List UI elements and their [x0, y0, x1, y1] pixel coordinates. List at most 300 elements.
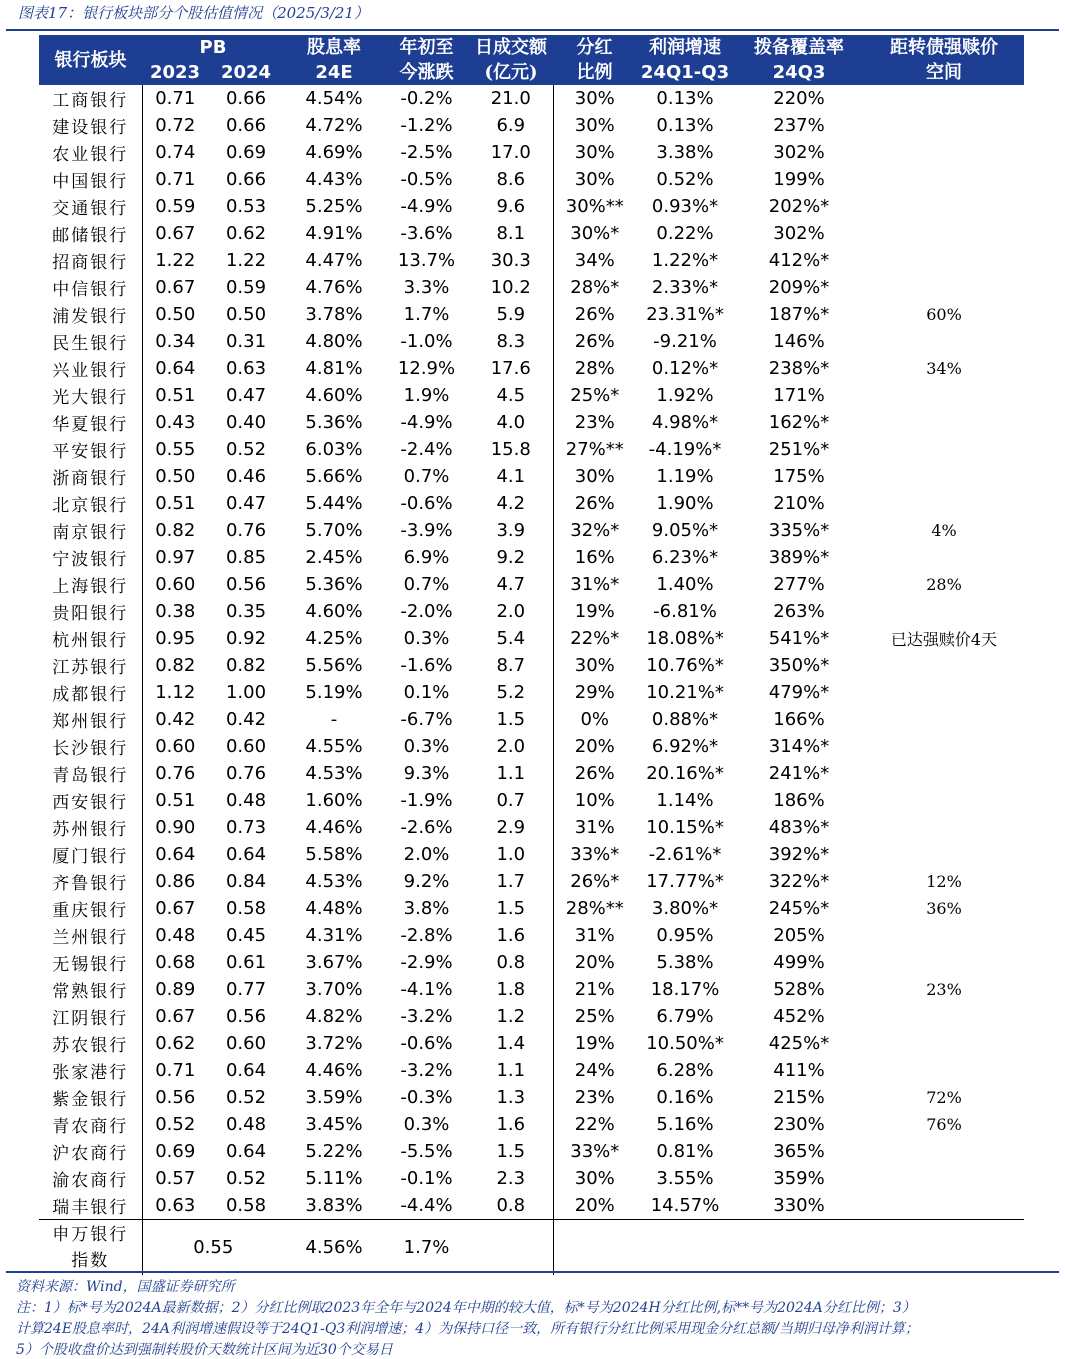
ytd-change: -2.4%: [400, 439, 453, 460]
payout-ratio: 23%: [574, 412, 615, 433]
ytd-change: -2.6%: [400, 817, 453, 838]
ytd-change: 0.7%: [403, 574, 450, 595]
payout-ratio: 26%: [574, 331, 615, 352]
payout-ratio: 16%: [574, 547, 615, 568]
dividend-yield: 4.53%: [305, 871, 363, 892]
payout-ratio: 33%*: [570, 844, 620, 865]
pb-2024: 0.66: [225, 169, 267, 190]
bank-name: 宁波银行: [39, 544, 142, 571]
pb-2024: 0.42: [225, 709, 267, 730]
cb-redemption-space: 72%: [926, 1088, 962, 1107]
turnover: 4.1: [469, 463, 553, 490]
bank-name: 苏农银行: [39, 1030, 142, 1057]
provision-coverage: 209%*: [768, 277, 830, 298]
cb-redemption-space: 已达强赎价4天: [890, 630, 998, 649]
dividend-yield: 3.45%: [305, 1114, 363, 1135]
pb-2024: 0.60: [225, 1033, 267, 1054]
turnover: 4.2: [469, 490, 553, 517]
turnover: 1.1: [469, 1057, 553, 1084]
bank-name: 青岛银行: [39, 760, 142, 787]
ytd-change: -3.9%: [400, 520, 453, 541]
table-row: [39, 85, 1024, 112]
ytd-change: -2.9%: [400, 952, 453, 973]
provision-coverage: 541%*: [768, 628, 830, 649]
provision-coverage: 411%: [773, 1060, 825, 1081]
cb-redemption-space: 23%: [926, 980, 962, 999]
pb-2024: 0.52: [225, 1168, 267, 1189]
turnover: 30.3: [469, 247, 553, 274]
provision-coverage: 277%: [773, 574, 825, 595]
provision-coverage: 389%*: [768, 547, 830, 568]
pb-2023: 0.67: [155, 898, 196, 919]
dividend-yield: 5.66%: [305, 466, 363, 487]
table-row: [39, 895, 1024, 922]
pb-2023: 0.89: [155, 979, 196, 1000]
index-ytd: 1.7%: [384, 1220, 469, 1276]
table-row: [39, 679, 1024, 706]
provision-coverage: 238%*: [768, 358, 830, 379]
turnover: 1.5: [469, 895, 553, 922]
dividend-yield: 4.80%: [305, 331, 363, 352]
dividend-yield: 4.54%: [305, 88, 363, 109]
profit-growth: 5.16%: [656, 1114, 714, 1135]
pb-2023: 0.51: [155, 790, 196, 811]
table-row: [39, 1003, 1024, 1030]
table-row: [39, 733, 1024, 760]
dividend-yield: 5.11%: [305, 1168, 363, 1189]
ytd-change: -1.2%: [400, 115, 453, 136]
table-row: [39, 706, 1024, 733]
turnover: 9.2: [469, 544, 553, 571]
pb-2024: 0.76: [225, 763, 267, 784]
provision-coverage: 162%*: [768, 412, 830, 433]
provision-coverage: 186%: [773, 790, 825, 811]
profit-growth: 18.08%*: [646, 628, 724, 649]
pb-2023: 0.60: [155, 574, 196, 595]
pb-2023: 1.12: [155, 682, 196, 703]
payout-ratio: 26%*: [570, 871, 620, 892]
bank-name: 民生银行: [39, 328, 142, 355]
footnote-line-2: 计算24E股息率时，24A利润增速假设等于24Q1-Q3利润增速；4）为保持口径一致，所有银行分红比例采用现金分红总额/当期归母净利润计算；: [16, 1321, 919, 1337]
pb-2024: 0.76: [225, 520, 267, 541]
pb-2023: 0.97: [155, 547, 196, 568]
pb-2023: 0.50: [155, 304, 196, 325]
bank-name: 交通银行: [39, 193, 142, 220]
provision-coverage: 335%*: [768, 520, 830, 541]
table-row: [39, 1138, 1024, 1165]
profit-growth: 0.13%: [656, 88, 714, 109]
profit-growth: 23.31%*: [646, 304, 724, 325]
profit-growth: 3.55%: [656, 1168, 714, 1189]
pb-2023: 0.71: [155, 169, 196, 190]
cb-redemption-space: [864, 787, 1024, 814]
ytd-change: -5.5%: [400, 1141, 453, 1162]
dividend-yield: 3.83%: [305, 1195, 363, 1216]
cb-redemption-space: [864, 1165, 1024, 1192]
turnover: 0.8: [469, 949, 553, 976]
profit-growth: 0.95%: [656, 925, 714, 946]
provision-coverage: 146%: [773, 331, 825, 352]
cb-redemption-space: [864, 328, 1024, 355]
cb-redemption-space: 60%: [926, 305, 962, 324]
payout-ratio: 27%**: [565, 439, 624, 460]
bank-name: 长沙银行: [39, 733, 142, 760]
cb-redemption-space: [864, 1192, 1024, 1220]
ytd-change: 2.0%: [403, 844, 450, 865]
bank-name: 浦发银行: [39, 301, 142, 328]
cb-redemption-space: [864, 166, 1024, 193]
cb-redemption-space: [864, 814, 1024, 841]
pb-2023: 0.38: [155, 601, 196, 622]
profit-growth: 17.77%*: [646, 871, 724, 892]
ytd-change: -0.2%: [400, 88, 453, 109]
provision-coverage: 452%: [773, 1006, 825, 1027]
payout-ratio: 10%: [574, 790, 615, 811]
provision-coverage: 230%: [773, 1114, 825, 1135]
ytd-change: -0.1%: [400, 1168, 453, 1189]
profit-growth: 9.05%*: [651, 520, 719, 541]
provision-coverage: 251%*: [768, 439, 830, 460]
payout-ratio: 31%: [574, 925, 615, 946]
figure-title: 图表17：银行板块部分个股估值情况（2025/3/21）: [18, 4, 370, 22]
table-row: [39, 841, 1024, 868]
turnover: 4.0: [469, 409, 553, 436]
ytd-change: 0.3%: [403, 1114, 450, 1135]
pb-2023: 0.51: [155, 493, 196, 514]
payout-ratio: 30%: [574, 1168, 615, 1189]
header-pb-2023: 2023: [142, 60, 208, 85]
payout-ratio: 26%: [574, 304, 615, 325]
payout-ratio: 21%: [574, 979, 615, 1000]
table-row: [39, 355, 1024, 382]
dividend-yield: 4.91%: [305, 223, 363, 244]
bank-name: 兰州银行: [39, 922, 142, 949]
table-row: [39, 625, 1024, 652]
valuation-table: [39, 35, 1024, 1275]
cb-redemption-space: 28%: [926, 575, 962, 594]
pb-2023: 0.43: [155, 412, 196, 433]
provision-coverage: 237%: [773, 115, 825, 136]
table-row: [39, 814, 1024, 841]
turnover: 4.7: [469, 571, 553, 598]
provision-coverage: 202%*: [768, 196, 830, 217]
ytd-change: -2.8%: [400, 925, 453, 946]
turnover: 9.6: [469, 193, 553, 220]
profit-growth: 0.12%*: [651, 358, 719, 379]
turnover: 8.7: [469, 652, 553, 679]
header-coverage: 拨备覆盖率 24Q3: [734, 35, 864, 85]
pb-2023: 0.42: [155, 709, 196, 730]
bank-name: 成都银行: [39, 679, 142, 706]
turnover: 0.8: [469, 1192, 553, 1220]
cb-redemption-space: [864, 679, 1024, 706]
dividend-yield: 4.60%: [305, 385, 363, 406]
dividend-yield: 6.03%: [305, 439, 363, 460]
dividend-yield: 4.46%: [305, 1060, 363, 1081]
cb-redemption-space: [864, 949, 1024, 976]
profit-growth: 1.92%: [656, 385, 714, 406]
payout-ratio: 20%: [574, 1195, 615, 1216]
ytd-change: 13.7%: [397, 250, 456, 271]
pb-2023: 0.67: [155, 277, 196, 298]
pb-2024: 0.84: [225, 871, 267, 892]
bottom-rule: [6, 1271, 1059, 1273]
profit-growth: 0.81%: [656, 1141, 714, 1162]
bank-name: 江苏银行: [39, 652, 142, 679]
ytd-change: -1.6%: [400, 655, 453, 676]
turnover: 1.1: [469, 760, 553, 787]
cb-redemption-space: [864, 544, 1024, 571]
table-row: [39, 274, 1024, 301]
profit-growth: 1.90%: [656, 493, 714, 514]
dividend-yield: 5.70%: [305, 520, 363, 541]
index-row: [39, 1220, 1024, 1276]
provision-coverage: 302%: [773, 223, 825, 244]
profit-growth: 0.93%*: [651, 196, 719, 217]
cb-redemption-space: [864, 706, 1024, 733]
pb-2024: 0.52: [225, 1087, 267, 1108]
bank-name: 苏州银行: [39, 814, 142, 841]
ytd-change: -1.9%: [400, 790, 453, 811]
provision-coverage: 263%: [773, 601, 825, 622]
top-rule: [6, 29, 1059, 31]
payout-ratio: 26%: [574, 493, 615, 514]
pb-2023: 0.64: [155, 358, 196, 379]
pb-2023: 0.57: [155, 1168, 196, 1189]
pb-2024: 0.46: [225, 466, 267, 487]
pb-2023: 0.69: [155, 1141, 196, 1162]
ytd-change: -4.9%: [400, 196, 453, 217]
provision-coverage: 220%: [773, 88, 825, 109]
ytd-change: 3.8%: [403, 898, 450, 919]
pb-2024: 0.61: [225, 952, 267, 973]
payout-ratio: 25%*: [570, 385, 620, 406]
dividend-yield: 4.43%: [305, 169, 363, 190]
cb-redemption-space: 34%: [926, 359, 962, 378]
pb-2023: 0.50: [155, 466, 196, 487]
bank-name: 厦门银行: [39, 841, 142, 868]
dividend-yield: -: [330, 709, 338, 730]
pb-2023: 0.74: [155, 142, 196, 163]
provision-coverage: 322%*: [768, 871, 830, 892]
dividend-yield: 4.25%: [305, 628, 363, 649]
bank-name: 青农商行: [39, 1111, 142, 1138]
provision-coverage: 365%: [773, 1141, 825, 1162]
cb-redemption-space: [864, 841, 1024, 868]
header-pb: PB: [142, 35, 284, 60]
pb-2024: 0.69: [225, 142, 267, 163]
table-row: [39, 760, 1024, 787]
pb-2024: 0.58: [225, 898, 267, 919]
turnover: 0.7: [469, 787, 553, 814]
bank-name: 工商银行: [39, 85, 142, 112]
header-bank: 银行板块: [39, 35, 142, 85]
ytd-change: 9.3%: [403, 763, 450, 784]
pb-2023: 0.90: [155, 817, 196, 838]
dividend-yield: 4.31%: [305, 925, 363, 946]
ytd-change: -4.4%: [400, 1195, 453, 1216]
index-dividend-yield: 4.56%: [284, 1220, 384, 1276]
bank-name: 杭州银行: [39, 625, 142, 652]
ytd-change: 0.3%: [403, 736, 450, 757]
provision-coverage: 205%: [773, 925, 825, 946]
header-ytd: 年初至 今涨跌: [384, 35, 469, 85]
ytd-change: -2.0%: [400, 601, 453, 622]
pb-2024: 0.40: [225, 412, 267, 433]
turnover: 1.8: [469, 976, 553, 1003]
pb-2024: 0.47: [225, 493, 267, 514]
payout-ratio: 30%: [574, 655, 615, 676]
pb-2023: 0.34: [155, 331, 196, 352]
dividend-yield: 4.46%: [305, 817, 363, 838]
payout-ratio: 24%: [574, 1060, 615, 1081]
table-row: [39, 1057, 1024, 1084]
footnote-line-1: 注：1）标*号为2024A最新数据；2）分红比例取2023年全年与2024年中期的较大值，标*号为2024H分红比例,标**号为2024A分红比例；3）: [16, 1300, 916, 1316]
profit-growth: 2.33%*: [651, 277, 719, 298]
pb-2023: 0.71: [155, 1060, 196, 1081]
cb-redemption-space: [864, 1030, 1024, 1057]
index-pb: 0.55: [142, 1220, 284, 1276]
dividend-yield: 1.60%: [305, 790, 363, 811]
table-row: [39, 1084, 1024, 1111]
header-turnover: 日成交额 (亿元): [469, 35, 553, 85]
profit-growth: 20.16%*: [646, 763, 724, 784]
profit-growth: -2.61%*: [648, 844, 722, 865]
pb-2024: 0.60: [225, 736, 267, 757]
source-note: 资料来源：Wind，国盛证券研究所: [16, 1279, 235, 1295]
turnover: 5.9: [469, 301, 553, 328]
pb-2023: 0.67: [155, 1006, 196, 1027]
bank-name: 光大银行: [39, 382, 142, 409]
profit-growth: 1.22%*: [651, 250, 719, 271]
cb-redemption-space: [864, 274, 1024, 301]
dividend-yield: 4.53%: [305, 763, 363, 784]
payout-ratio: 23%: [574, 1087, 615, 1108]
dividend-yield: 5.19%: [305, 682, 363, 703]
turnover: 1.0: [469, 841, 553, 868]
cb-redemption-space: 12%: [926, 872, 962, 891]
payout-ratio: 28%*: [570, 277, 620, 298]
pb-2024: 0.52: [225, 439, 267, 460]
header-row-1: [39, 35, 1024, 60]
provision-coverage: 171%: [773, 385, 825, 406]
table-row: [39, 544, 1024, 571]
ytd-change: 0.7%: [403, 466, 450, 487]
header-profit-growth: 利润增速 24Q1-Q3: [636, 35, 734, 85]
pb-2023: 0.59: [155, 196, 196, 217]
provision-coverage: 245%*: [768, 898, 830, 919]
table-row: [39, 112, 1024, 139]
index-blank: [553, 1220, 1024, 1276]
bank-name: 瑞丰银行: [39, 1192, 142, 1220]
pb-2024: 0.66: [225, 88, 267, 109]
dividend-yield: 5.36%: [305, 574, 363, 595]
pb-2024: 0.62: [225, 223, 267, 244]
profit-growth: 4.98%*: [651, 412, 719, 433]
dividend-yield: 4.47%: [305, 250, 363, 271]
provision-coverage: 528%: [773, 979, 825, 1000]
cb-redemption-space: [864, 922, 1024, 949]
bank-name: 南京银行: [39, 517, 142, 544]
bank-name: 农业银行: [39, 139, 142, 166]
pb-2023: 0.76: [155, 763, 196, 784]
provision-coverage: 483%*: [768, 817, 830, 838]
payout-ratio: 22%: [574, 1114, 615, 1135]
ytd-change: 6.9%: [403, 547, 450, 568]
table-row: [39, 922, 1024, 949]
table-row: [39, 571, 1024, 598]
index-turnover: [469, 1220, 553, 1276]
cb-redemption-space: [864, 409, 1024, 436]
pb-2024: 0.59: [225, 277, 267, 298]
pb-2023: 0.60: [155, 736, 196, 757]
cb-redemption-space: [864, 139, 1024, 166]
pb-2024: 0.82: [225, 655, 267, 676]
dividend-yield: 3.72%: [305, 1033, 363, 1054]
payout-ratio: 30%*: [570, 223, 620, 244]
payout-ratio: 30%: [574, 466, 615, 487]
pb-2024: 0.50: [225, 304, 267, 325]
ytd-change: 12.9%: [397, 358, 456, 379]
bank-name: 平安银行: [39, 436, 142, 463]
pb-2024: 0.45: [225, 925, 267, 946]
turnover: 5.4: [469, 625, 553, 652]
bank-name: 紫金银行: [39, 1084, 142, 1111]
cb-redemption-space: [864, 193, 1024, 220]
dividend-yield: 4.48%: [305, 898, 363, 919]
bank-name: 齐鲁银行: [39, 868, 142, 895]
turnover: 1.6: [469, 1111, 553, 1138]
dividend-yield: 4.82%: [305, 1006, 363, 1027]
table-row: [39, 382, 1024, 409]
profit-growth: -9.21%: [653, 331, 717, 352]
table-row: [39, 220, 1024, 247]
bank-name: 中信银行: [39, 274, 142, 301]
ytd-change: 9.2%: [403, 871, 450, 892]
pb-2023: 0.63: [155, 1195, 196, 1216]
dividend-yield: 5.58%: [305, 844, 363, 865]
turnover: 1.7: [469, 868, 553, 895]
ytd-change: -6.7%: [400, 709, 453, 730]
pb-2023: 0.52: [155, 1114, 196, 1135]
table-row: [39, 301, 1024, 328]
provision-coverage: 412%*: [768, 250, 830, 271]
turnover: 8.6: [469, 166, 553, 193]
profit-growth: 6.23%*: [651, 547, 719, 568]
pb-2024: 0.64: [225, 844, 267, 865]
table-row: [39, 652, 1024, 679]
provision-coverage: 392%*: [768, 844, 830, 865]
table-row: [39, 490, 1024, 517]
dividend-yield: 4.55%: [305, 736, 363, 757]
ytd-change: -3.2%: [400, 1006, 453, 1027]
provision-coverage: 302%: [773, 142, 825, 163]
turnover: 1.5: [469, 1138, 553, 1165]
pb-2024: 0.31: [225, 331, 267, 352]
payout-ratio: 19%: [574, 601, 615, 622]
pb-2023: 0.62: [155, 1033, 196, 1054]
profit-growth: 18.17%: [650, 979, 720, 1000]
pb-2023: 0.72: [155, 115, 196, 136]
turnover: 1.2: [469, 1003, 553, 1030]
cb-redemption-space: [864, 760, 1024, 787]
table-row: [39, 1111, 1024, 1138]
dividend-yield: 4.60%: [305, 601, 363, 622]
profit-growth: 0.16%: [656, 1087, 714, 1108]
pb-2023: 0.95: [155, 628, 196, 649]
bank-name: 华夏银行: [39, 409, 142, 436]
table-row: [39, 517, 1024, 544]
